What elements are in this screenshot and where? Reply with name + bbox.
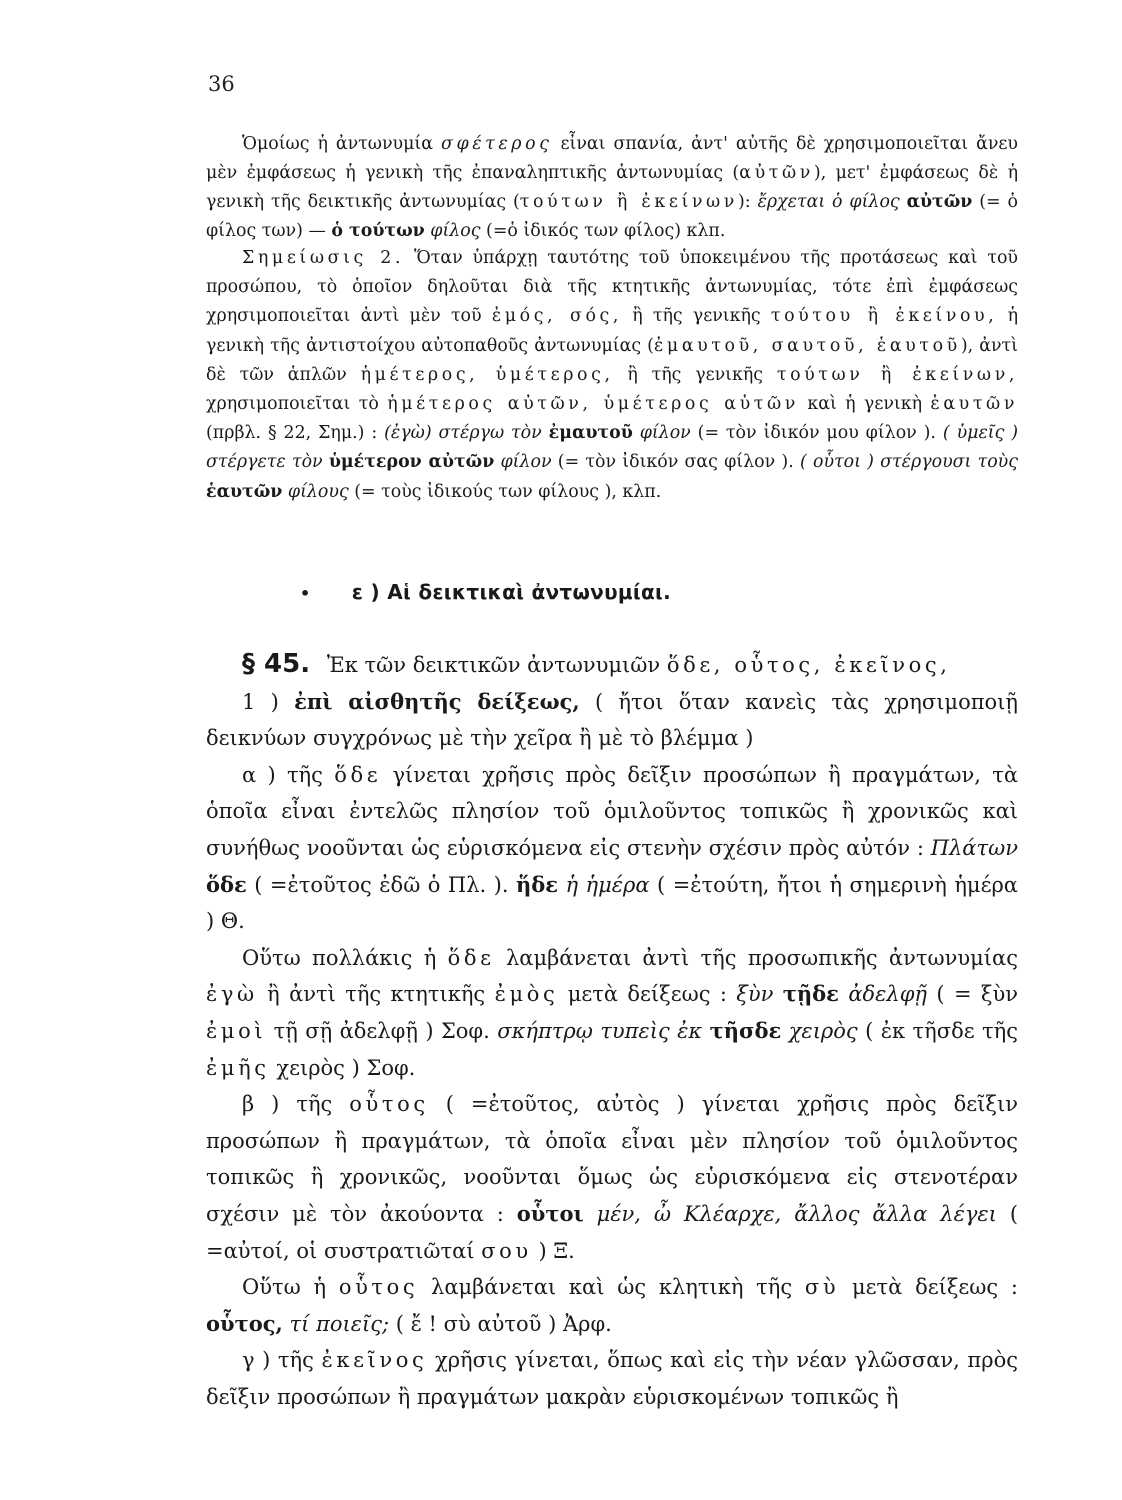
text: α ) τῆς <box>242 762 323 787</box>
text: ): <box>737 192 751 212</box>
term: οὗτος <box>349 1092 429 1117</box>
text: (= ὁ φίλος των) — <box>206 192 1018 241</box>
text: γίνεται χρῆσις πρὸς δεῖξιν προσώπων ἢ πραγμάτων, τὰ ὁποῖα εἶναι ἐντελῶς πλησίον τοῦ ὁμιλοῦντος τοπικῶς ἢ χρονικῶς καὶ συνήθως νοοῦνται ὡς εὑρισκόμενα εἰς στενὴν σχέσιν πρὸς αὐτόν : <box>206 762 1018 860</box>
page-number: 36 <box>208 72 235 96</box>
text: (πρβλ. § 22, Σημ.) : <box>206 423 378 444</box>
note-label: Σημείωσις 2. <box>242 248 405 268</box>
text: (= τὸν ἰδικόν μου φίλον ). <box>697 423 936 444</box>
example-bold: ἑαυτῶν <box>206 481 283 502</box>
text: ἡ γενικὴ τῆς ἀντιστοίχου αὐτοπαθοῦς ἀντωνυμίας ( <box>206 306 1018 356</box>
example: ἀδελφῇ <box>848 982 928 1007</box>
text: ἢ ἀντὶ τῆς κτητικῆς <box>267 982 486 1007</box>
example: φίλον <box>500 452 552 473</box>
section-mark: § 45. <box>242 649 311 679</box>
term: ἐμῆς <box>206 1055 270 1080</box>
term: ἐμός, σός, <box>491 306 622 327</box>
heading-text: ε ) Αἱ δεικτικαὶ ἀντωνυμίαι. <box>351 580 672 604</box>
text: ) Ξ. <box>538 1238 575 1263</box>
term: ἑαυτῶν <box>930 394 1019 415</box>
term: ὅδε <box>447 945 495 970</box>
example: σκήπτρῳ τυπεὶς ἐκ <box>497 1018 703 1043</box>
example: φίλον <box>639 423 691 444</box>
text: (= τοὺς ἰδικούς των φίλους ), κλπ. <box>354 481 662 502</box>
term: ἐκεῖνος <box>321 1348 428 1373</box>
term: τούτου ἢ ἐκείνου, <box>770 306 998 327</box>
term: αὐτῶν <box>739 163 814 183</box>
text: Ὅταν ὑπάρχῃ ταυτότης τοῦ ὑποκειμένου τῆς προτάσεως καὶ τοῦ προσώπου, τὸ ὁποῖον δηλοῦται διὰ τῆς κτητικῆς ἀντωνυμίας, τότε ἐπὶ ἐμφάσεως χρησιμοποιεῖται ἀντὶ μὲν τοῦ <box>206 248 1019 327</box>
term: ἐμαυτοῦ, σαυτοῦ, ἑαυτοῦ <box>653 335 961 356</box>
term: σφέτερος <box>440 134 553 154</box>
term: σὺ <box>804 1275 840 1300</box>
example-bold: ὑμέτερον αὐτῶν <box>328 452 495 473</box>
example-bold: ὁ τούτων <box>331 221 425 241</box>
term: σου <box>481 1238 532 1263</box>
text: λαμβάνεται ἀντὶ τῆς προσωπικῆς ἀντωνυμίας <box>505 945 1018 970</box>
text: Ὁμοίως ἡ ἀντωνυμία <box>242 134 433 154</box>
text: Οὕτω πολλάκις ἡ <box>242 945 437 970</box>
text: λαμβάνεται καὶ ὡς κλητικὴ τῆς <box>431 1275 793 1300</box>
text: ἢ τῆς γενικῆς <box>632 306 761 327</box>
term: ὅδε <box>334 762 382 787</box>
text: εἶναι σπανία, ἀντ' αὐτῆς δὲ χρησιμοποιεῖται ἄνευ μὲν ἐμφάσεως ἡ γενικὴ τῆς ἐπαναληπτικῆς ἀντωνυμίας ( <box>206 134 1018 183</box>
bullet-mark: • <box>300 584 311 603</box>
example-bold: ὅδε <box>206 871 247 897</box>
term: τούτων ἢ ἐκείνων <box>519 192 738 212</box>
example: Πλάτων <box>930 835 1018 860</box>
term: τούτων ἢ ἐκείνων, <box>776 364 1018 385</box>
text: Ἐκ τῶν δεικτικῶν ἀντωνυμιῶν <box>326 653 661 677</box>
text: (=ὁ ἰδικός των φίλος) κλπ. <box>486 221 726 241</box>
example-bold: ἥδε <box>515 871 559 897</box>
example: ( οὗτοι ) στέργουσι τοὺς <box>799 452 1018 473</box>
text: ( =ἐτούτη, ἤτοι ἡ σημερινὴ ἡμέρα ) Θ. <box>206 872 1018 934</box>
text: β ) τῆς <box>242 1092 333 1117</box>
section-45 <box>206 646 1018 1415</box>
text: Οὕτω ἡ <box>242 1275 327 1300</box>
text: ( =ἐτοῦτος ἐδῶ ὁ Πλ. ). <box>254 872 509 897</box>
example: ἔρχεται ὁ φίλος <box>757 192 900 212</box>
term: ἡμέτερος, ὑμέτερος, <box>360 364 614 385</box>
text: καὶ ἡ γενικὴ <box>807 394 923 415</box>
section-heading <box>300 580 900 604</box>
term: ἐμοὶ <box>206 1018 267 1043</box>
example: ξὺν <box>736 982 774 1007</box>
example-bold: οὗτοι <box>516 1200 584 1226</box>
example: μέν, ὦ Κλέαρχε, ἄλλος ἄλλα λέγει <box>596 1201 997 1226</box>
term: ἡμέτερος αὐτῶν, ὑμέτερος αὐτῶν <box>387 394 799 415</box>
example: ( ὑμεῖς ) στέργετε τὸν <box>206 423 1019 473</box>
term: οὗτος <box>338 1275 419 1300</box>
example-bold: τῆσδε <box>709 1017 782 1043</box>
text: ( =ἐτοῦτος, αὐτὸς ) γίνεται χρῆσις πρὸς δεῖξιν προσώπων ἢ πραγμάτων, τὰ ὁποῖα εἶναι μὲν πλησίον τοῦ ὁμιλοῦντος τοπικῶς ἢ χρονικῶς, νοοῦνται ὅμως ὡς εὑρισκόμενα εἰς στενοτέραν σχέσιν μὲ τὸν ἀκούοντα : <box>206 1092 1018 1226</box>
text: χρησιμοποιεῖται τὸ <box>206 394 379 415</box>
example-bold: οὗτος, <box>206 1310 283 1336</box>
example: φίλους <box>287 481 349 502</box>
example-bold: ἐμαυτοῦ <box>548 423 633 444</box>
example: ἡ ἡμέρα <box>565 872 650 897</box>
example-bold: αὐτῶν <box>906 192 973 212</box>
text: μετὰ δείξεως : <box>567 982 727 1007</box>
text: ), ἀντὶ δὲ τῶν ἁπλῶν <box>206 335 1018 385</box>
text: γ ) τῆς <box>242 1348 314 1373</box>
paragraph-possessive-sfeteros <box>206 130 1018 246</box>
text: μετὰ δείξεως : <box>852 1275 1018 1300</box>
text: ἢ τῆς γενικῆς <box>627 364 764 385</box>
paragraph-note-2 <box>206 244 1018 507</box>
text: ), μετ' ἐμφάσεως δὲ ἡ γενικὴ τῆς δεικτικῆς ἀντωνυμίας ( <box>206 163 1018 212</box>
text: ( ἤτοι ὅταν κανεὶς τὰς χρησιμοποιῇ δεικνύων συγχρόνως μὲ τὴν χεῖρα ἢ μὲ τὸ βλέμμα ) <box>206 689 1018 751</box>
example: χειρὸς <box>788 1018 858 1043</box>
text: τῇ σῇ ἀδελφῇ ) Σοφ. <box>273 1018 490 1043</box>
text: ( =αὐτοί, οἱ συστρατιῶταί <box>206 1201 1019 1263</box>
example-bold: τῇδε <box>782 981 839 1007</box>
example: τί ποιεῖς; <box>289 1311 390 1336</box>
text: ( ἐκ τῆσδε τῆς <box>865 1018 1018 1043</box>
term: ἐγὼ <box>206 982 258 1007</box>
text: χρῆσις γίνεται, ὅπως καὶ εἰς τὴν νέαν γλῶσσαν, πρὸς δεῖξιν προσώπων ἢ πραγμάτων μακρὰν εὑρισκομένων τοπικῶς ἢ <box>206 1348 1018 1409</box>
text: ( ἔ ! σὺ αὐτοῦ ) Ἀρφ. <box>395 1311 612 1336</box>
list-marker: 1 ) <box>242 689 279 714</box>
term: ὅδε, οὗτος, ἐκεῖνος, <box>666 653 951 677</box>
text: (= τὸν ἰδικόν σας φίλον ). <box>557 452 794 473</box>
text: χειρὸς ) Σοφ. <box>276 1055 416 1080</box>
subheading: ἐπὶ αἰσθητῆς δείξεως, <box>294 688 580 714</box>
term: ἐμὸς <box>494 982 559 1007</box>
text: ( = ξὺν <box>936 982 1019 1007</box>
example: φίλος <box>430 221 481 241</box>
example: (ἐγὼ) στέργω τὸν <box>384 423 542 444</box>
